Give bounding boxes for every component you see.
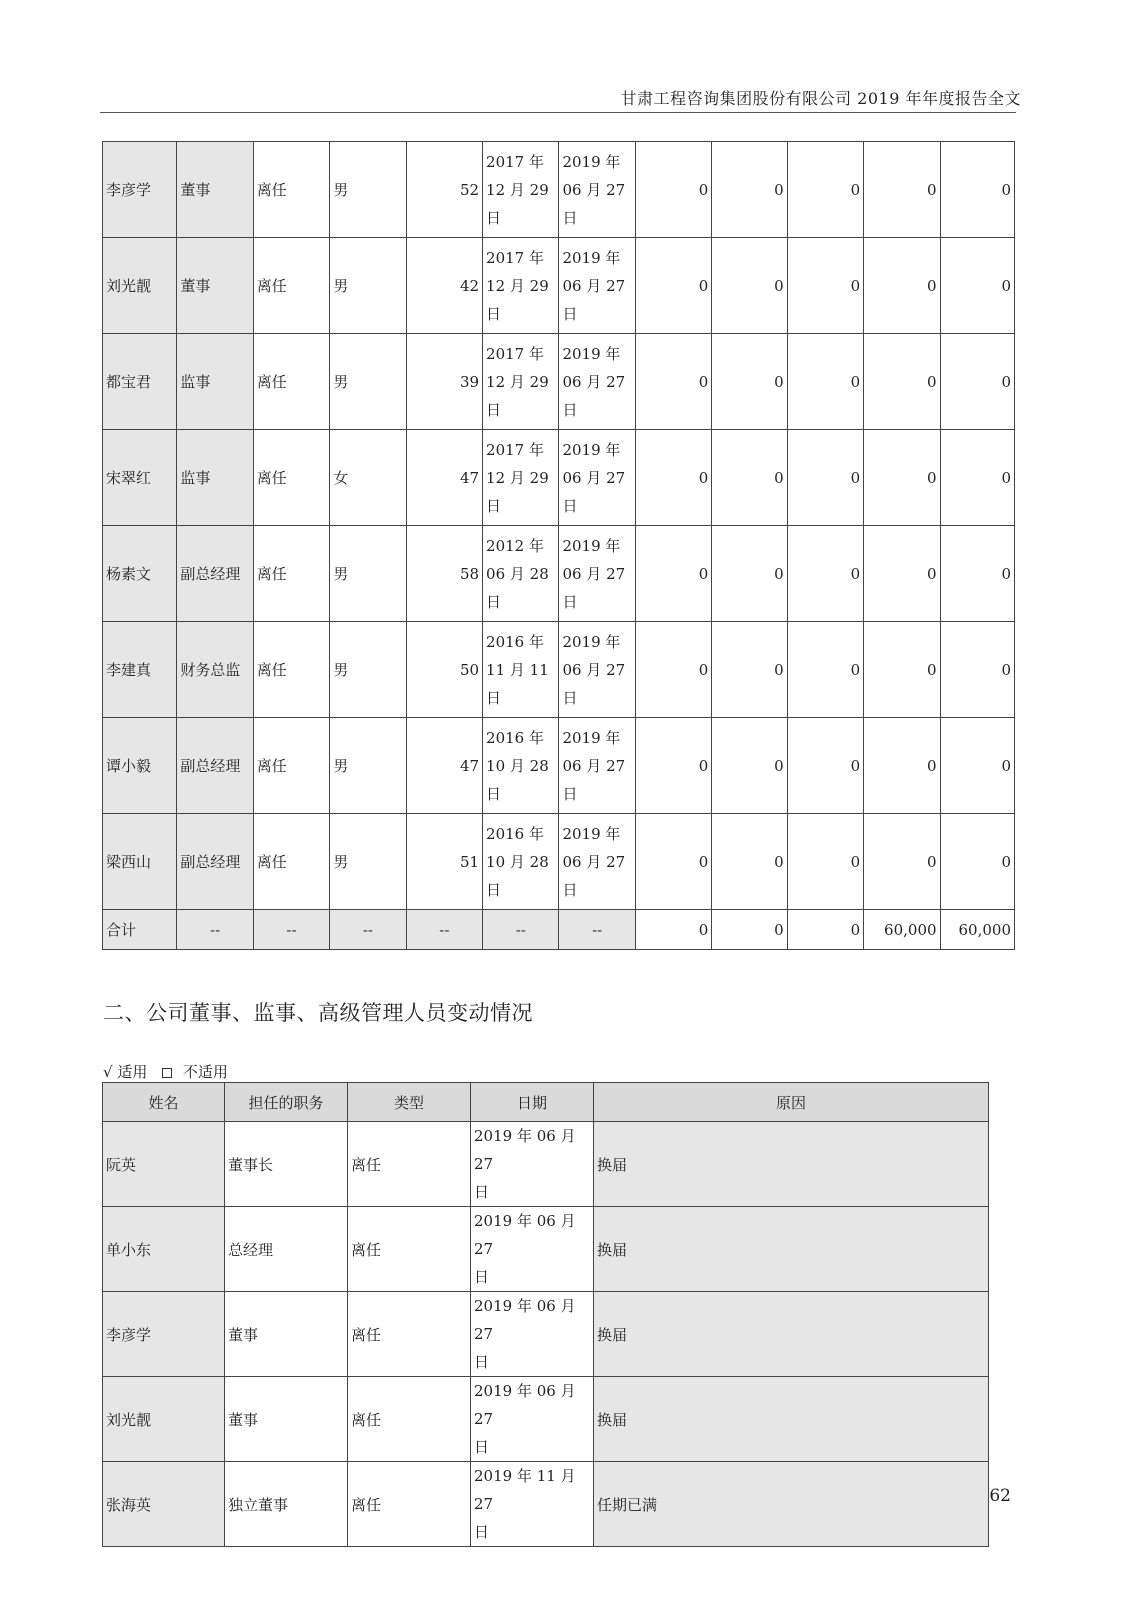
value-cell: 0 (712, 430, 787, 526)
value-cell: 0 (712, 814, 787, 910)
position-cell: 副总经理 (177, 718, 253, 814)
date-line: 日 (562, 208, 578, 227)
date-line: 2017 年 (486, 344, 544, 363)
reason-cell: 换届 (594, 1377, 989, 1462)
header-cell: 担任的职务 (225, 1083, 348, 1122)
total-dash: -- (483, 910, 559, 950)
end-date-cell (559, 430, 635, 526)
date-line: 06 月 27 (562, 372, 626, 391)
end-date-cell (559, 814, 635, 910)
total-dash: -- (177, 910, 253, 950)
value-cell: 0 (940, 526, 1014, 622)
gender-cell: 男 (330, 142, 406, 238)
gender-cell: 男 (330, 814, 406, 910)
date-line: 2019 年 11 月 27 (474, 1467, 576, 1513)
gender-cell: 男 (330, 238, 406, 334)
value-cell: 0 (864, 814, 940, 910)
name-cell: 李彦学 (103, 142, 177, 238)
date-line: 06 月 27 (562, 468, 626, 487)
date-line: 日 (562, 880, 578, 899)
total-label: 合计 (103, 910, 177, 950)
value-cell: 0 (940, 718, 1014, 814)
date-line: 12 月 29 (486, 372, 549, 391)
reason-cell: 任期已满 (594, 1462, 989, 1547)
total-value: 60,000 (864, 910, 940, 950)
date-line: 日 (562, 592, 578, 611)
status-cell: 离任 (253, 622, 329, 718)
end-date-cell (559, 142, 635, 238)
value-cell: 0 (864, 430, 940, 526)
value-cell: 0 (635, 142, 711, 238)
table-row (103, 1207, 989, 1292)
not-applicable-label: 不适用 (182, 1063, 228, 1081)
type-cell: 离任 (348, 1377, 471, 1462)
name-cell: 刘光靓 (103, 1377, 225, 1462)
date-line: 11 月 11 (486, 660, 549, 679)
date-line: 2017 年 (486, 248, 544, 267)
type-cell: 离任 (348, 1462, 471, 1547)
total-dash: -- (330, 910, 406, 950)
name-cell: 宋翠红 (103, 430, 177, 526)
age-cell: 47 (406, 718, 482, 814)
date-line: 日 (562, 496, 578, 515)
start-date-cell (483, 814, 559, 910)
value-cell: 0 (787, 814, 863, 910)
section-title: 二、公司董事、监事、高级管理人员变动情况 (103, 1001, 533, 1025)
value-cell: 0 (712, 334, 787, 430)
age-cell: 58 (406, 526, 482, 622)
age-cell: 47 (406, 430, 482, 526)
date-line: 06 月 27 (562, 660, 626, 679)
table-row (103, 526, 1015, 622)
table-row (103, 334, 1015, 430)
total-dash: -- (406, 910, 482, 950)
age-cell: 42 (406, 238, 482, 334)
value-cell: 0 (940, 238, 1014, 334)
date-line: 2019 年 06 月 27 (474, 1297, 576, 1343)
value-cell: 0 (712, 526, 787, 622)
value-cell: 0 (864, 142, 940, 238)
date-cell (471, 1122, 594, 1207)
date-line: 06 月 28 (486, 564, 549, 583)
value-cell: 0 (712, 142, 787, 238)
start-date-cell (483, 430, 559, 526)
table-row (103, 718, 1015, 814)
value-cell: 0 (787, 334, 863, 430)
value-cell: 0 (787, 526, 863, 622)
value-cell: 0 (864, 526, 940, 622)
position-cell: 董事长 (225, 1122, 348, 1207)
value-cell: 0 (940, 334, 1014, 430)
value-cell: 0 (787, 430, 863, 526)
value-cell: 0 (940, 814, 1014, 910)
value-cell: 0 (635, 814, 711, 910)
date-line: 2016 年 (486, 728, 544, 747)
value-cell: 0 (787, 142, 863, 238)
position-cell: 财务总监 (177, 622, 253, 718)
date-line: 2019 年 (562, 344, 621, 363)
name-cell: 阮英 (103, 1122, 225, 1207)
date-line: 2019 年 (562, 152, 621, 171)
name-cell: 都宝君 (103, 334, 177, 430)
value-cell: 0 (635, 238, 711, 334)
date-line: 2017 年 (486, 152, 544, 171)
position-cell: 董事 (177, 238, 253, 334)
end-date-cell (559, 718, 635, 814)
value-cell: 0 (635, 622, 711, 718)
date-line: 2016 年 (486, 632, 544, 651)
header-cell: 原因 (594, 1083, 989, 1122)
start-date-cell (483, 142, 559, 238)
date-line: 2019 年 (562, 440, 621, 459)
date-line: 2019 年 (562, 248, 621, 267)
name-cell: 谭小毅 (103, 718, 177, 814)
reason-cell: 换届 (594, 1292, 989, 1377)
total-dash: -- (253, 910, 329, 950)
header-cell: 姓名 (103, 1083, 225, 1122)
type-cell: 离任 (348, 1207, 471, 1292)
date-line: 2019 年 (562, 824, 621, 843)
start-date-cell (483, 526, 559, 622)
age-cell: 39 (406, 334, 482, 430)
type-cell: 离任 (348, 1122, 471, 1207)
start-date-cell (483, 238, 559, 334)
header-cell: 类型 (348, 1083, 471, 1122)
value-cell: 0 (864, 622, 940, 718)
value-cell: 0 (940, 142, 1014, 238)
value-cell: 0 (712, 718, 787, 814)
date-line: 06 月 27 (562, 180, 626, 199)
start-date-cell (483, 334, 559, 430)
check-mark-icon: √ (103, 1063, 113, 1081)
gender-cell: 男 (330, 526, 406, 622)
name-cell: 李彦学 (103, 1292, 225, 1377)
position-cell: 监事 (177, 430, 253, 526)
date-line: 日 (562, 784, 578, 803)
status-cell: 离任 (253, 238, 329, 334)
position-cell: 总经理 (225, 1207, 348, 1292)
position-cell: 独立董事 (225, 1462, 348, 1547)
date-line: 日 (486, 688, 502, 707)
status-cell: 离任 (253, 526, 329, 622)
value-cell: 0 (787, 718, 863, 814)
date-line: 日 (474, 1268, 490, 1286)
date-line: 2019 年 (562, 536, 621, 555)
value-cell: 0 (864, 718, 940, 814)
age-cell: 51 (406, 814, 482, 910)
date-line: 2012 年 (486, 536, 544, 555)
gender-cell: 男 (330, 622, 406, 718)
page-number: 62 (989, 1486, 1011, 1506)
table-row (103, 814, 1015, 910)
value-cell: 0 (864, 238, 940, 334)
reason-cell: 换届 (594, 1122, 989, 1207)
end-date-cell (559, 334, 635, 430)
table-row (103, 430, 1015, 526)
total-value: 0 (635, 910, 711, 950)
applicable-label: 适用 (117, 1063, 148, 1081)
age-cell: 52 (406, 142, 482, 238)
date-line: 10 月 28 (486, 852, 549, 871)
checkbox-empty-icon (162, 1068, 172, 1078)
name-cell: 李建真 (103, 622, 177, 718)
date-line: 日 (562, 304, 578, 323)
status-cell: 离任 (253, 814, 329, 910)
name-cell: 梁西山 (103, 814, 177, 910)
value-cell: 0 (712, 238, 787, 334)
start-date-cell (483, 622, 559, 718)
reason-cell: 换届 (594, 1207, 989, 1292)
date-line: 日 (486, 304, 502, 323)
value-cell: 0 (787, 622, 863, 718)
value-cell: 0 (712, 622, 787, 718)
position-cell: 副总经理 (177, 814, 253, 910)
value-cell: 0 (635, 526, 711, 622)
position-cell: 副总经理 (177, 526, 253, 622)
table-row (103, 1377, 989, 1462)
personnel-table (102, 141, 1015, 950)
age-cell: 50 (406, 622, 482, 718)
name-cell: 张海英 (103, 1462, 225, 1547)
total-row (103, 910, 1015, 950)
date-line: 日 (474, 1183, 490, 1201)
date-line: 06 月 27 (562, 756, 626, 775)
date-line: 06 月 27 (562, 276, 626, 295)
value-cell: 0 (635, 430, 711, 526)
status-cell: 离任 (253, 142, 329, 238)
date-line: 日 (474, 1353, 490, 1371)
position-cell: 监事 (177, 334, 253, 430)
date-line: 日 (562, 400, 578, 419)
date-line: 06 月 27 (562, 564, 626, 583)
date-line: 2019 年 06 月 27 (474, 1212, 576, 1258)
date-line: 2016 年 (486, 824, 544, 843)
value-cell: 0 (864, 334, 940, 430)
date-line: 日 (486, 496, 502, 515)
date-line: 日 (486, 880, 502, 899)
table-row (103, 1122, 989, 1207)
value-cell: 0 (940, 430, 1014, 526)
report-header-title: 甘肃工程咨询集团股份有限公司 2019 年年度报告全文 (620, 89, 1021, 108)
name-cell: 杨素文 (103, 526, 177, 622)
applicability-line (103, 1061, 228, 1082)
total-dash: -- (559, 910, 635, 950)
table-row (103, 142, 1015, 238)
value-cell: 0 (940, 622, 1014, 718)
date-line: 2017 年 (486, 440, 544, 459)
date-line: 日 (486, 784, 502, 803)
total-value: 0 (712, 910, 787, 950)
value-cell: 0 (635, 334, 711, 430)
date-cell (471, 1462, 594, 1547)
total-value: 0 (787, 910, 863, 950)
date-line: 日 (474, 1523, 490, 1541)
date-line: 日 (486, 208, 502, 227)
gender-cell: 女 (330, 430, 406, 526)
table-row (103, 1292, 989, 1377)
date-line: 2019 年 06 月 27 (474, 1127, 576, 1173)
date-line: 10 月 28 (486, 756, 549, 775)
end-date-cell (559, 238, 635, 334)
type-cell: 离任 (348, 1292, 471, 1377)
date-cell (471, 1377, 594, 1462)
date-line: 2019 年 (562, 728, 621, 747)
start-date-cell (483, 718, 559, 814)
table-row (103, 1462, 989, 1547)
date-cell (471, 1292, 594, 1377)
date-line: 12 月 29 (486, 276, 549, 295)
position-cell: 董事 (225, 1292, 348, 1377)
date-line: 日 (562, 688, 578, 707)
table-row (103, 622, 1015, 718)
value-cell: 0 (635, 718, 711, 814)
date-cell (471, 1207, 594, 1292)
status-cell: 离任 (253, 334, 329, 430)
date-line: 日 (486, 400, 502, 419)
value-cell: 0 (787, 238, 863, 334)
date-line: 12 月 29 (486, 468, 549, 487)
date-line: 日 (486, 592, 502, 611)
gender-cell: 男 (330, 718, 406, 814)
name-cell: 刘光靓 (103, 238, 177, 334)
header-divider (100, 112, 1016, 113)
date-line: 12 月 29 (486, 180, 549, 199)
end-date-cell (559, 526, 635, 622)
status-cell: 离任 (253, 718, 329, 814)
name-cell: 单小东 (103, 1207, 225, 1292)
changes-table-header-row (103, 1083, 989, 1122)
status-cell: 离任 (253, 430, 329, 526)
gender-cell: 男 (330, 334, 406, 430)
date-line: 06 月 27 (562, 852, 626, 871)
position-cell: 董事 (225, 1377, 348, 1462)
header-cell: 日期 (471, 1083, 594, 1122)
date-line: 日 (474, 1438, 490, 1456)
changes-table (102, 1082, 989, 1547)
table-row (103, 238, 1015, 334)
total-value: 60,000 (940, 910, 1014, 950)
date-line: 2019 年 (562, 632, 621, 651)
date-line: 2019 年 06 月 27 (474, 1382, 576, 1428)
position-cell: 董事 (177, 142, 253, 238)
end-date-cell (559, 622, 635, 718)
